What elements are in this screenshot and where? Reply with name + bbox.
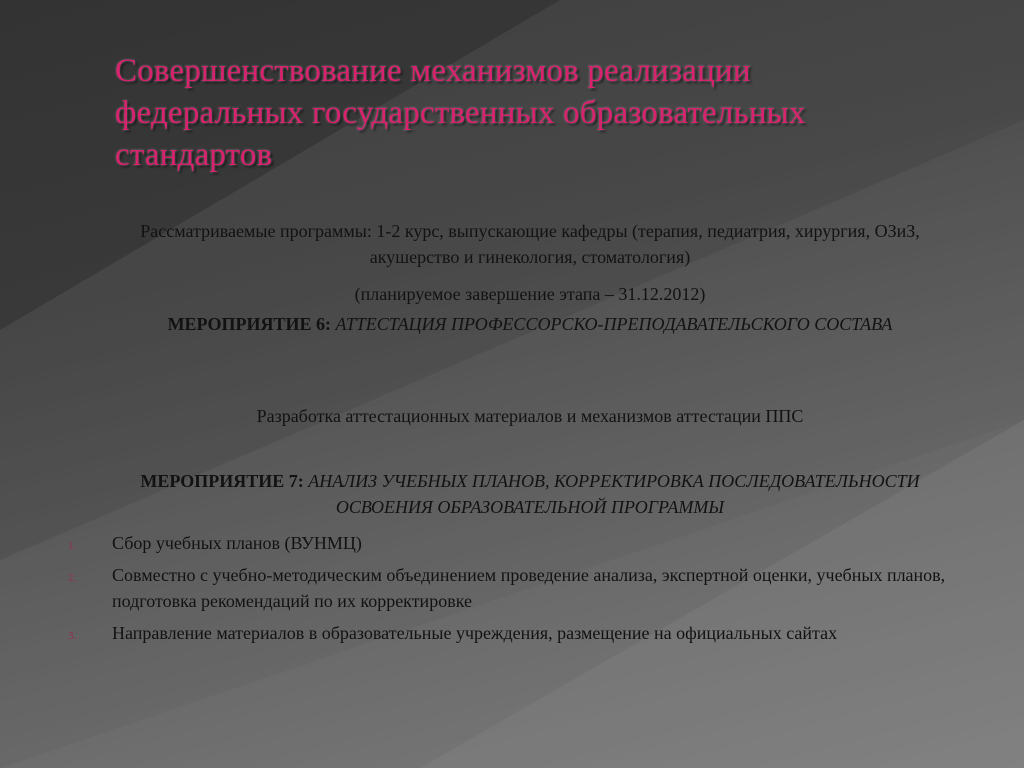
list-item-number: 3. [68, 630, 77, 642]
completion-line: (планируемое завершение этапа – 31.12.2012) [354, 284, 706, 304]
list-item-number: 1. [68, 540, 77, 552]
event-7-label: МЕРОПРИЯТИЕ 7: [140, 471, 304, 491]
list-item [68, 620, 968, 646]
action-list [68, 530, 968, 652]
slide-title: Совершенствование механизмов реализации федеральных государственных образовательных стандартов [115, 53, 806, 173]
list-item [68, 562, 968, 614]
development-line: Разработка аттестационных материалов и механизмов аттестации ППС [256, 406, 804, 426]
event-7 [100, 468, 960, 520]
event-7-text: АНАЛИЗ УЧЕБНЫХ ПЛАНОВ, КОРРЕКТИРОВКА ПОСЛЕДОВАТЕЛЬНОСТИ ОСВОЕНИЯ ОБРАЗОВАТЕЛЬНОЙ ПРОГРАММЫ [308, 471, 920, 517]
event-6 [100, 311, 960, 337]
event-6-label: МЕРОПРИЯТИЕ 6: [167, 314, 331, 334]
programs-line: Рассматриваемые программы: 1-2 курс, выпускающие кафедры (терапия, педиатрия, хирургия, ОЗиЗ, акушерство и гинекология, стоматология) [140, 221, 920, 267]
list-item [68, 530, 968, 556]
event-6-text: АТТЕСТАЦИЯ ПРОФЕССОРСКО-ПРЕПОДАВАТЕЛЬСКОГО СОСТАВА [335, 314, 893, 334]
list-item-text: Совместно с учебно-методическим объединением проведение анализа, экспертной оценки, учебных планов, подготовка рекомендаций по их корректировке [112, 565, 946, 611]
list-item-text: Направление материалов в образовательные учреждения, размещение на официальных сайтах [112, 623, 838, 643]
list-item-number: 2. [68, 572, 77, 584]
list-item-text: Сбор учебных планов (ВУНМЦ) [112, 533, 362, 553]
